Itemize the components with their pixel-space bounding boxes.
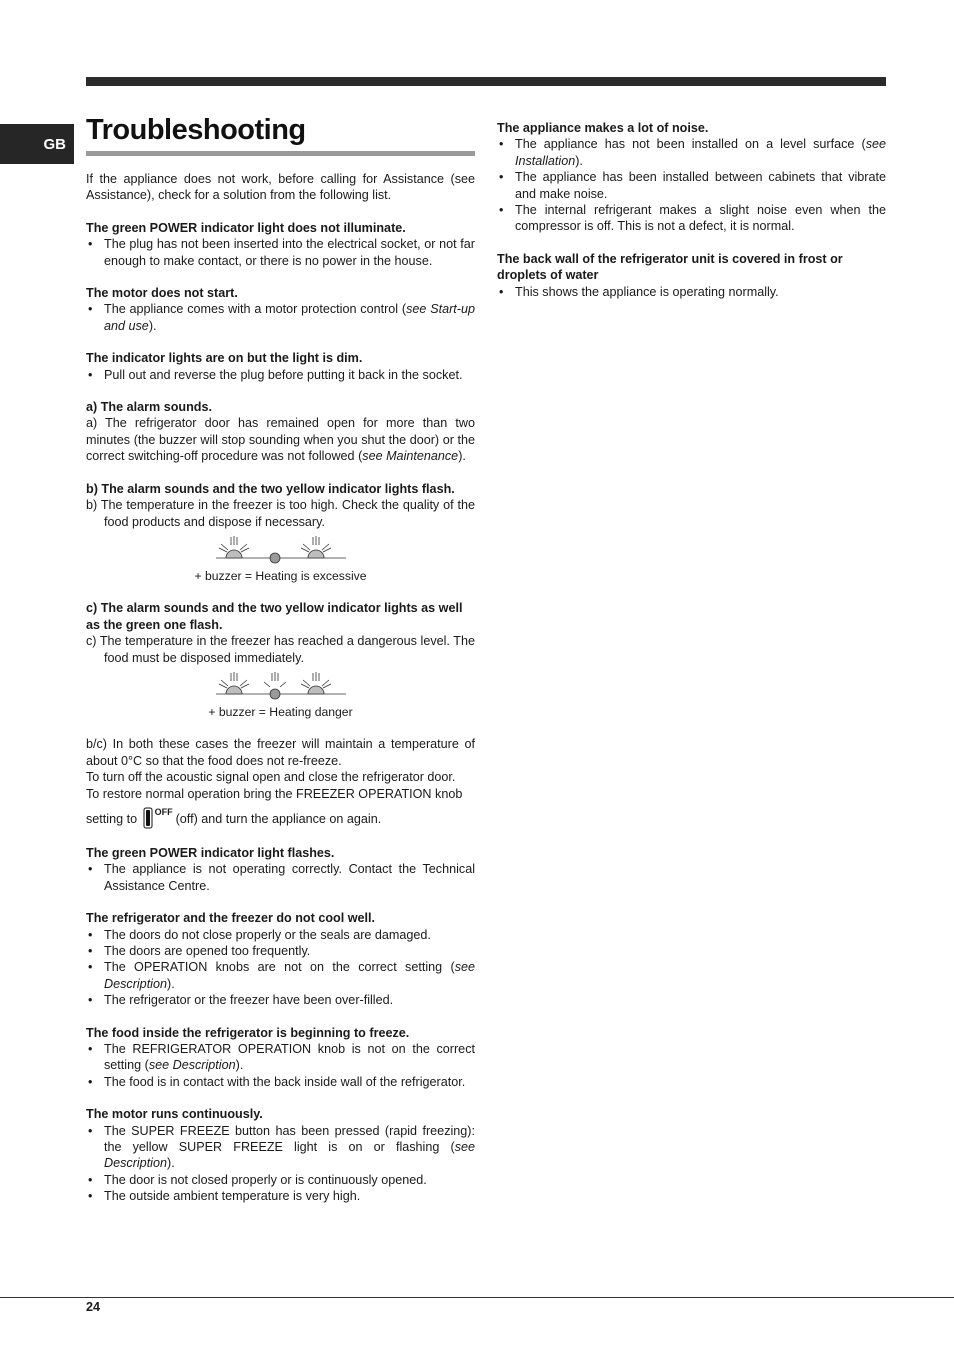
bc-paragraph: To restore normal operation bring the FREEZER OPERATION knob	[86, 786, 463, 801]
bullet-list	[86, 927, 475, 1009]
list-item: • The internal refrigerant makes a slight noise even when the compressor is off. This is not a defect, it is normal.	[497, 202, 886, 235]
list-item: • The appliance has not been installed on a level surface (see Installation).	[497, 136, 886, 169]
bullet-list	[86, 1041, 475, 1090]
list-item: • The doors do not close properly or the seals are damaged.	[86, 927, 475, 943]
section-heading: a) The alarm sounds.	[86, 400, 212, 415]
section-heading: The appliance makes a lot of noise.	[497, 121, 709, 135]
right-column	[497, 120, 886, 300]
page-title: Troubleshooting	[86, 114, 306, 146]
footer-rule	[0, 1297, 954, 1298]
language-tab-label: GB	[43, 135, 66, 153]
section-heading: The green POWER indicator light flashes.	[86, 845, 335, 860]
list-item: • The plug has not been inserted into the electrical socket, or not far enough to make contact, or there is no power in the house.	[86, 236, 475, 269]
two-yellow-flashing-lights-icon	[216, 536, 346, 566]
section-heading: The motor runs continuously.	[86, 1107, 263, 1122]
section-heading: The motor does not start.	[86, 286, 238, 301]
list-item: • Pull out and reverse the plug before putting it back in the socket.	[86, 367, 475, 383]
bc-paragraph: b/c) In both these cases the freezer will maintain a temperature of about 0°C so that the food does not re-freeze.	[86, 737, 475, 768]
left-column	[86, 171, 475, 1205]
section-heading: c) The alarm sounds and the two yellow indicator lights as well as the green one flash.	[86, 601, 463, 632]
bullet-list	[86, 301, 475, 334]
page-number: 24	[86, 1300, 101, 1314]
bc-paragraph: setting to $^{OFF}$ (off) and turn the appliance on again.	[86, 804, 475, 829]
alarm-caption: + buzzer = Heating is excessive	[194, 568, 367, 583]
section-heading: The refrigerator and the freezer do not cool well.	[86, 911, 376, 926]
intro-text: If the appliance does not work, before calling for Assistance (see Assistance), check for a solution from the following list.	[86, 172, 475, 203]
list-item: • The doors are opened too frequently.	[86, 943, 475, 959]
knob-setting-icon	[143, 807, 153, 829]
list-item: • The OPERATION knobs are not on the correct setting (see Description).	[86, 959, 475, 992]
section-text: c) The temperature in the freezer has reached a dangerous level. The food must be disposed immediately.	[86, 634, 475, 665]
bullet-list	[86, 1123, 475, 1205]
three-flashing-lights-icon	[216, 672, 346, 702]
section-heading: b) The alarm sounds and the two yellow indicator lights flash.	[86, 481, 455, 496]
bc-paragraph: To turn off the acoustic signal open and close the refrigerator door.	[86, 770, 456, 785]
list-item: • The appliance comes with a motor protection control (see Start-up and use).	[86, 301, 475, 334]
title-underline	[86, 151, 475, 156]
list-item: • This shows the appliance is operating normally.	[497, 284, 886, 300]
list-item: • The SUPER FREEZE button has been pressed (rapid freezing): the yellow SUPER FREEZE light is on or flashing (see Description).	[86, 1123, 475, 1172]
bullet-list	[86, 367, 475, 383]
bullet-list	[86, 861, 475, 894]
section-heading: The indicator lights are on but the light is dim.	[86, 351, 363, 366]
top-bar	[86, 77, 886, 86]
language-tab	[0, 124, 74, 164]
bullet-list	[86, 236, 475, 269]
list-item: • The door is not closed properly or is continuously opened.	[86, 1172, 475, 1188]
list-item: • The outside ambient temperature is very high.	[86, 1188, 475, 1204]
alarm-caption: + buzzer = Heating danger	[208, 704, 353, 719]
off-label: OFF	[154, 806, 173, 817]
section-heading: The food inside the refrigerator is beginning to freeze.	[86, 1025, 410, 1040]
list-item: • The appliance has been installed between cabinets that vibrate and make noise.	[497, 169, 886, 202]
section-heading: The back wall of the refrigerator unit is covered in frost or droplets of water	[497, 251, 843, 283]
list-item: • The refrigerator or the freezer have been over-filled.	[86, 992, 475, 1008]
list-item: • The REFRIGERATOR OPERATION knob is not on the correct setting (see Description).	[86, 1041, 475, 1074]
bullet-list	[497, 284, 886, 300]
section-heading: The green POWER indicator light does not illuminate.	[86, 220, 406, 235]
list-item: • The appliance is not operating correctly. Contact the Technical Assistance Centre.	[86, 861, 475, 894]
section-text: b) The temperature in the freezer is too high. Check the quality of the food products and dispose if necessary.	[86, 498, 475, 529]
list-item: • The food is in contact with the back inside wall of the refrigerator.	[86, 1074, 475, 1090]
bullet-list	[497, 136, 886, 234]
section-text: a) The refrigerator door has remained open for more than two minutes (the buzzer will stop sounding when you shut the door) or the correct switching-off procedure was not followed (see Maintenance).	[86, 416, 475, 464]
